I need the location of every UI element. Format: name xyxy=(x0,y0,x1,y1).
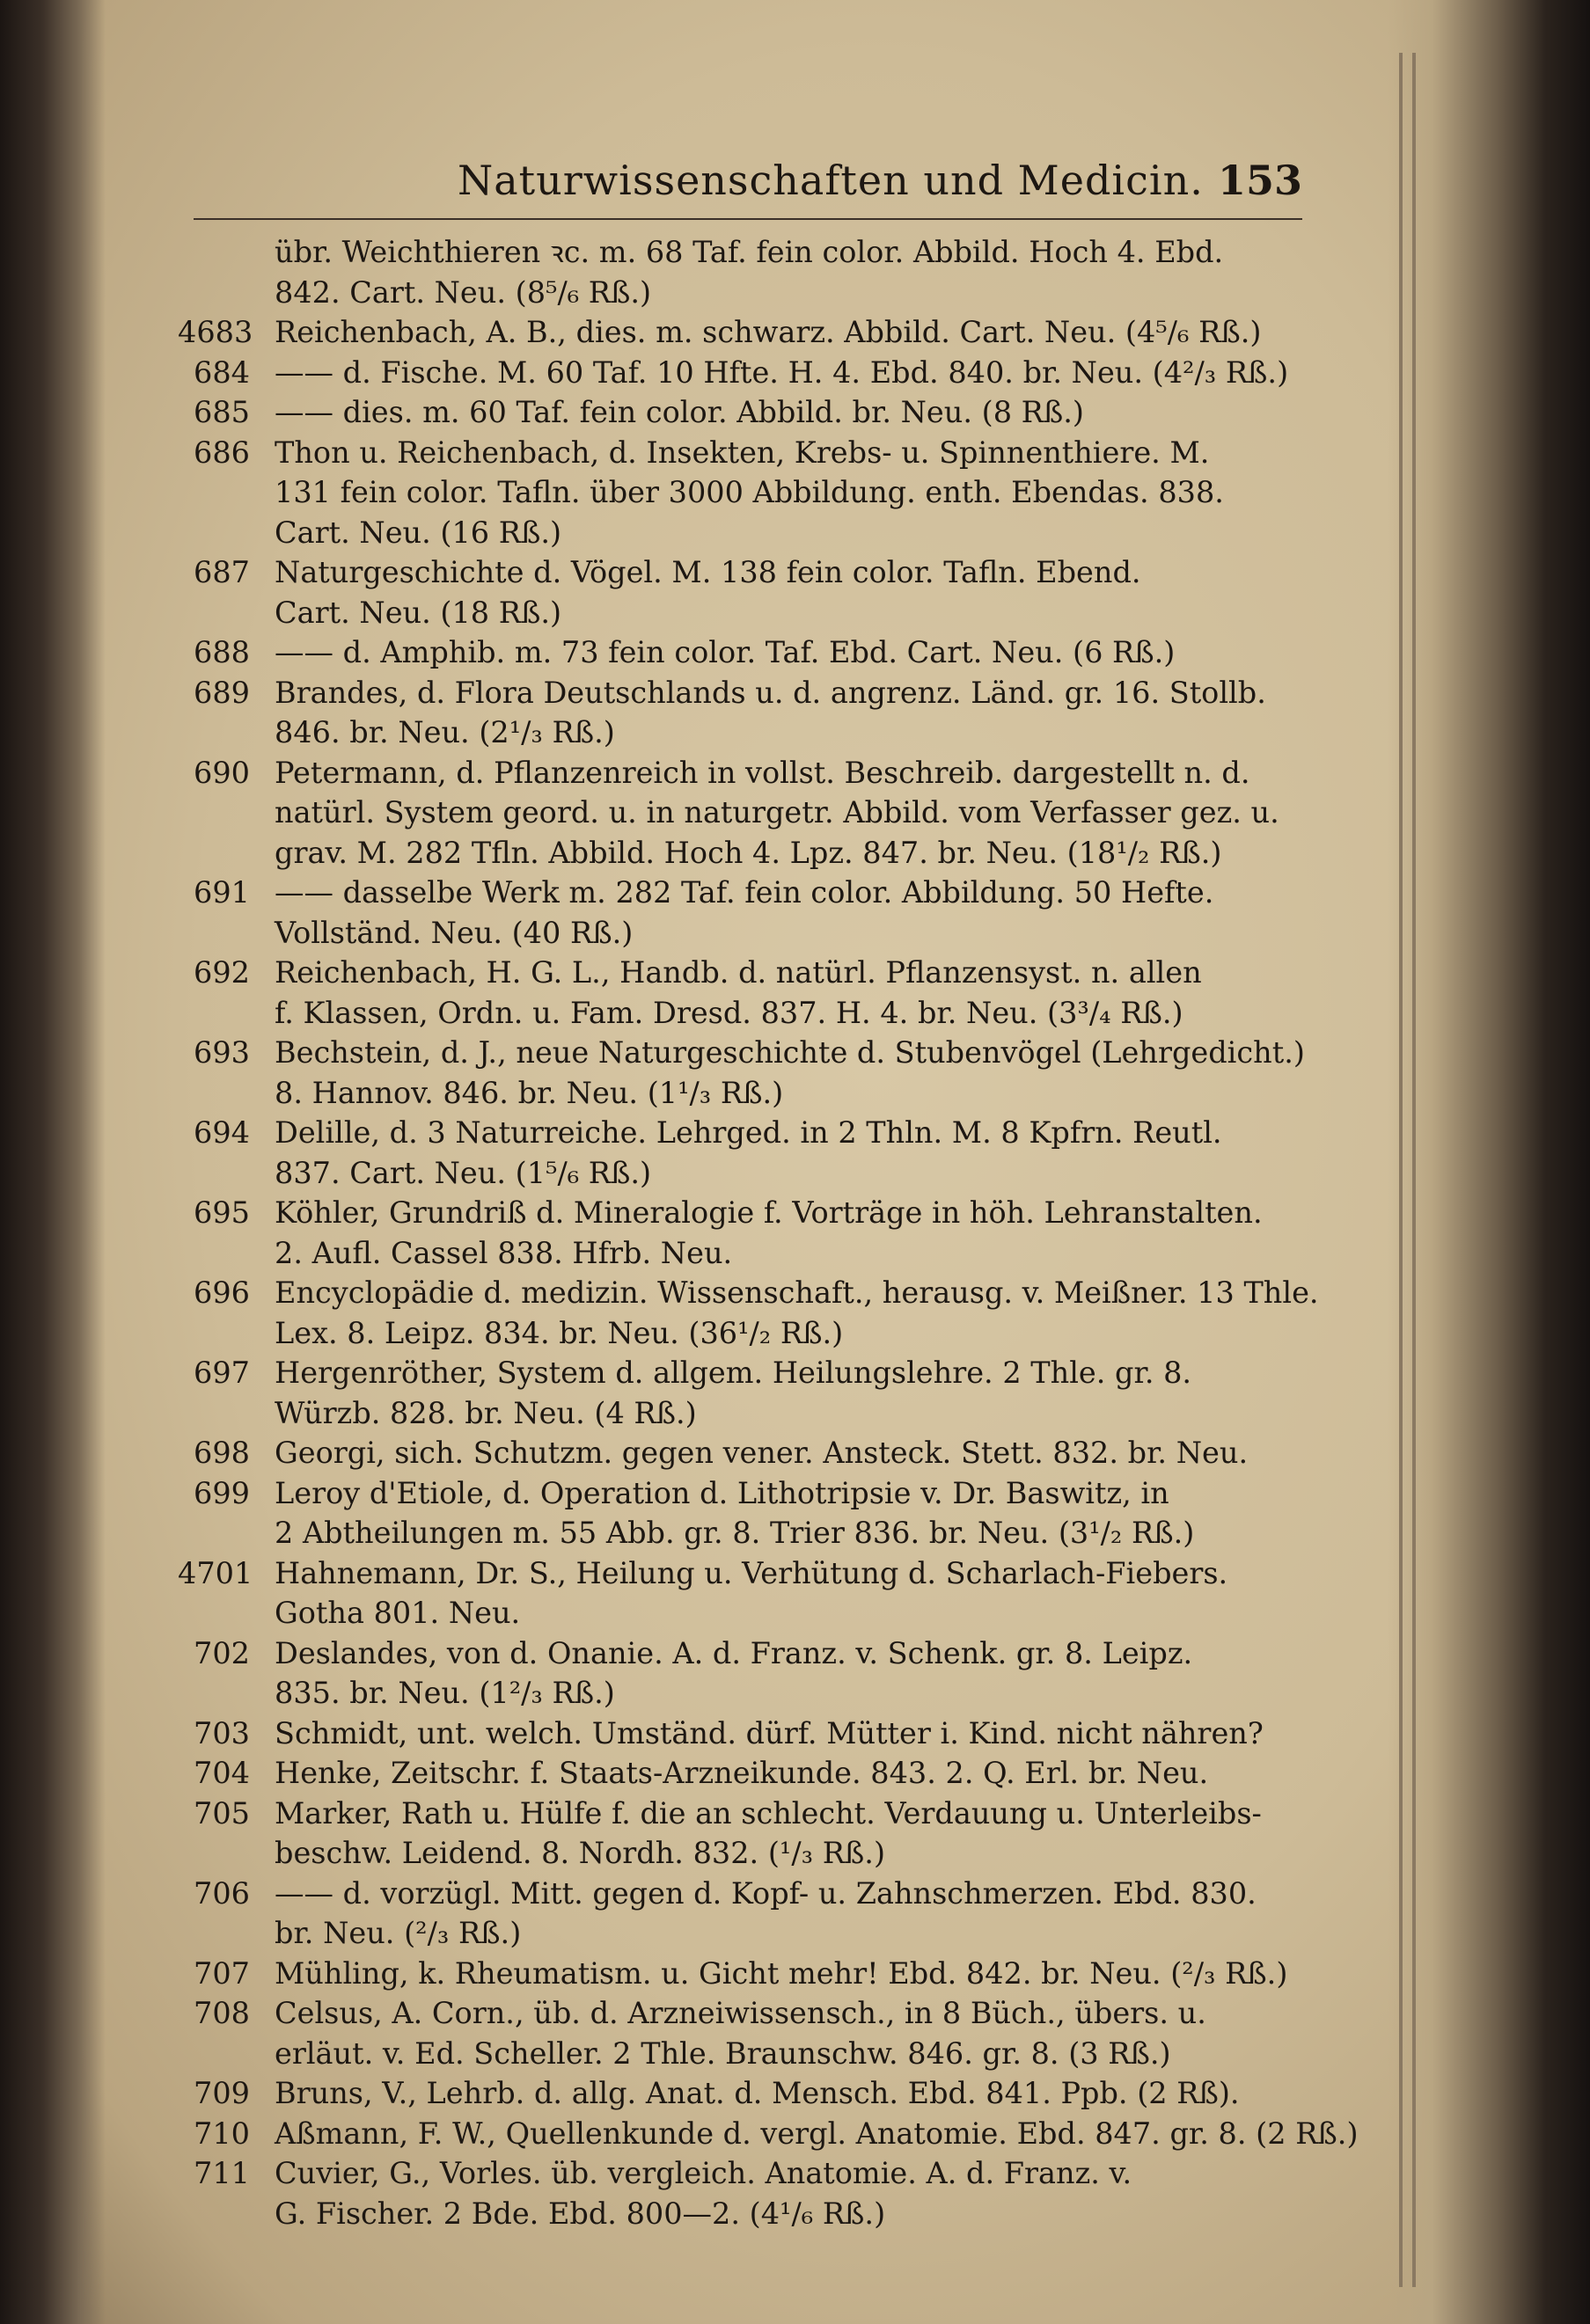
catalog-entry xyxy=(194,632,1302,673)
entry-text-line: 837. Cart. Neu. (1⁵/₆ Rß.) xyxy=(275,1155,652,1190)
entry-text-line: —— d. vorzügl. Mitt. gegen d. Kopf- u. Zahnschmerzen. Ebd. 830. xyxy=(275,1875,1257,1911)
catalog-entry xyxy=(194,433,1302,553)
entry-text-line: br. Neu. (²/₃ Rß.) xyxy=(275,1916,522,1950)
entry-text-line: Cuvier, G., Vorles. üb. vergleich. Anatomie. A. d. Franz. v. xyxy=(275,2156,1132,2190)
entry-text-line: Hergenröther, System d. allgem. Heilungslehre. 2 Thle. gr. 8. xyxy=(275,1356,1192,1390)
entry-text-line: Köhler, Grundriß d. Mineralogie f. Vorträge in höh. Lehranstalten. xyxy=(275,1195,1263,1230)
running-title: Naturwissenschaften und Medicin. xyxy=(458,157,1204,204)
entry-number: 698 xyxy=(194,1436,250,1470)
entry-text-line: Schmidt, unt. welch. Umständ. dürf. Mütter i. Kind. nicht nähren? xyxy=(275,1715,1264,1750)
catalog-entry xyxy=(178,312,1302,353)
entry-text-line: erläut. v. Ed. Scheller. 2 Thle. Braunschw. 846. gr. 8. (3 Rß.) xyxy=(275,2035,1171,2071)
catalog-entry xyxy=(194,392,1302,433)
entry-number: 685 xyxy=(194,395,250,429)
catalog-entry xyxy=(194,1113,1302,1193)
entry-text-line: G. Fischer. 2 Bde. Ebd. 800—2. (4¹/₆ Rß.) xyxy=(275,2196,886,2231)
page-header xyxy=(194,150,1302,220)
entry-text-line: Marker, Rath u. Hülfe f. die an schlecht. Verdauung u. Unterleibs- xyxy=(275,1795,1262,1831)
entry-text-line: Würzb. 828. br. Neu. (4 Rß.) xyxy=(275,1395,697,1430)
catalog-entry xyxy=(178,1553,1302,1633)
entry-text-line: Leroy d'Etiole, d. Operation d. Lithotripsie v. Dr. Baswitz, in xyxy=(275,1475,1169,1510)
catalog-entry xyxy=(194,1993,1302,2073)
page-edge-line xyxy=(1399,53,1403,2287)
entry-text-line: Encyclopädie d. medizin. Wissenschaft., herausg. v. Meißner. 13 Thle. xyxy=(275,1275,1319,1310)
entry-text-line: Reichenbach, H. G. L., Handb. d. natürl. Pflanzensyst. n. allen xyxy=(275,955,1202,990)
entry-number: 702 xyxy=(194,1635,250,1670)
entry-text-line: Vollständ. Neu. (40 Rß.) xyxy=(275,915,634,950)
catalog-entry xyxy=(194,1954,1302,1994)
catalog-entry xyxy=(194,552,1302,632)
entry-number: 4701 xyxy=(178,1555,253,1590)
entry-number: 707 xyxy=(194,1955,250,1991)
entry-number: 692 xyxy=(194,955,250,990)
entry-text-line: Celsus, A. Corn., üb. d. Arzneiwissensch., in 8 Büch., übers. u. xyxy=(275,1996,1206,2030)
entry-number: 691 xyxy=(194,875,250,910)
entry-number: 687 xyxy=(194,555,250,589)
entry-text-line: Georgi, sich. Schutzm. gegen vener. Ansteck. Stett. 832. br. Neu. xyxy=(275,1436,1249,1470)
entry-number: 697 xyxy=(194,1356,250,1390)
entry-number: 703 xyxy=(194,1715,250,1750)
entry-text-line: —— d. Amphib. m. 73 fein color. Taf. Ebd. Cart. Neu. (6 Rß.) xyxy=(275,635,1176,669)
catalog-entry xyxy=(194,873,1302,953)
entry-text-line: Bechstein, d. J., neue Naturgeschichte d. Stubenvögel (Lehrgedicht.) xyxy=(275,1035,1305,1070)
entry-text-line: Henke, Zeitschr. f. Staats-Arzneikunde. 843. 2. Q. Erl. br. Neu. xyxy=(275,1756,1209,1790)
entry-text-line: Mühling, k. Rheumatism. u. Gicht mehr! Ebd. 842. br. Neu. (²/₃ Rß.) xyxy=(275,1955,1288,1991)
page-edge-line xyxy=(1412,53,1416,2287)
catalog-entry xyxy=(194,1874,1302,1954)
catalog-entry xyxy=(194,2073,1302,2114)
entry-number: 4683 xyxy=(178,315,253,349)
catalog-entry xyxy=(194,953,1302,1033)
catalog-entries xyxy=(178,232,1359,2233)
page-number: 153 xyxy=(1217,157,1302,204)
catalog-entry xyxy=(194,1473,1302,1553)
entry-number: 704 xyxy=(194,1756,250,1790)
page-edge-stack xyxy=(1388,0,1590,2324)
entry-number: 706 xyxy=(194,1875,250,1911)
entry-number: 699 xyxy=(194,1475,250,1510)
entry-text-line: —— dasselbe Werk m. 282 Taf. fein color. Abbildung. 50 Hefte. xyxy=(275,875,1214,910)
entry-text-line: Reichenbach, A. B., dies. m. schwarz. Abbild. Cart. Neu. (4⁵/₆ Rß.) xyxy=(275,315,1262,349)
catalog-entry xyxy=(194,1714,1302,1754)
catalog-entry xyxy=(194,1433,1302,1473)
entry-text-line: grav. M. 282 Tfln. Abbild. Hoch 4. Lpz. 847. br. Neu. (18¹/₂ Rß.) xyxy=(275,835,1222,870)
entry-number: 688 xyxy=(194,635,250,669)
entry-text-line: 131 fein color. Tafln. über 3000 Abbildung. enth. Ebendas. 838. xyxy=(275,475,1224,509)
entry-text-line: —— d. Fische. M. 60 Taf. 10 Hfte. H. 4. Ebd. 840. br. Neu. (4²/₃ Rß.) xyxy=(275,354,1289,390)
book-binding-shadow xyxy=(0,0,106,2324)
entry-number: 689 xyxy=(194,675,250,710)
catalog-entry xyxy=(194,1794,1302,1874)
entry-text-line: natürl. System geord. u. in naturgetr. Abbild. vom Verfasser gez. u. xyxy=(275,795,1279,829)
entry-number: 684 xyxy=(194,354,250,390)
catalog-entry xyxy=(194,232,1302,312)
entry-number: 708 xyxy=(194,1996,250,2030)
entry-text-line: Naturgeschichte d. Vögel. M. 138 fein color. Tafln. Ebend. xyxy=(275,555,1141,589)
entry-text-line: Bruns, V., Lehrb. d. allg. Anat. d. Mensch. Ebd. 841. Ppb. (2 Rß). xyxy=(275,2076,1240,2110)
entry-text-line: Petermann, d. Pflanzenreich in vollst. Beschreib. dargestellt n. d. xyxy=(275,755,1250,790)
entry-number: 686 xyxy=(194,435,250,470)
catalog-entry xyxy=(194,673,1302,753)
entry-text-line: Lex. 8. Leipz. 834. br. Neu. (36¹/₂ Rß.) xyxy=(275,1315,844,1350)
entry-text-line: Hahnemann, Dr. S., Heilung u. Verhütung d. Scharlach-Fiebers. xyxy=(275,1555,1228,1590)
entry-text-line: 8. Hannov. 846. br. Neu. (1¹/₃ Rß.) xyxy=(275,1075,784,1110)
entry-number: 690 xyxy=(194,755,250,790)
entry-text-line: Cart. Neu. (16 Rß.) xyxy=(275,515,562,550)
entry-text-line: 842. Cart. Neu. (8⁵/₆ Rß.) xyxy=(275,274,652,310)
entry-text-line: Gotha 801. Neu. xyxy=(275,1596,521,1630)
entry-text-line: 846. br. Neu. (2¹/₃ Rß.) xyxy=(275,715,615,749)
catalog-entry xyxy=(194,1633,1302,1714)
catalog-entry xyxy=(194,2114,1359,2154)
entry-number: 710 xyxy=(194,2116,250,2151)
entry-number: 709 xyxy=(194,2076,250,2110)
catalog-entry xyxy=(194,1353,1302,1433)
catalog-entry xyxy=(194,1273,1319,1353)
catalog-entry xyxy=(194,1753,1302,1794)
catalog-page xyxy=(178,150,1359,2233)
catalog-entry xyxy=(194,2153,1302,2233)
entry-text-line: 2 Abtheilungen m. 55 Abb. gr. 8. Trier 836. br. Neu. (3¹/₂ Rß.) xyxy=(275,1516,1195,1550)
entry-text-line: Deslandes, von d. Onanie. A. d. Franz. v. Schenk. gr. 8. Leipz. xyxy=(275,1635,1193,1670)
catalog-entry xyxy=(194,753,1302,873)
entry-text-line: 835. br. Neu. (1²/₃ Rß.) xyxy=(275,1676,615,1710)
entry-text-line: Brandes, d. Flora Deutschlands u. d. angrenz. Länd. gr. 16. Stollb. xyxy=(275,675,1266,710)
entry-text-line: Delille, d. 3 Naturreiche. Lehrged. in 2 Thln. M. 8 Kpfrn. Reutl. xyxy=(275,1115,1222,1150)
catalog-entry xyxy=(194,1193,1302,1273)
entry-text-line: Thon u. Reichenbach, d. Insekten, Krebs- u. Spinnenthiere. M. xyxy=(275,435,1210,470)
entry-text-line: —— dies. m. 60 Taf. fein color. Abbild. br. Neu. (8 Rß.) xyxy=(275,395,1084,429)
entry-text-line: Cart. Neu. (18 Rß.) xyxy=(275,595,562,630)
entry-number: 705 xyxy=(194,1795,250,1831)
entry-text-line: f. Klassen, Ordn. u. Fam. Dresd. 837. H. 4. br. Neu. (3³/₄ Rß.) xyxy=(275,995,1183,1030)
catalog-entry xyxy=(194,353,1302,393)
catalog-entry xyxy=(194,1033,1305,1113)
entry-number: 695 xyxy=(194,1195,250,1230)
entry-number: 711 xyxy=(194,2156,250,2190)
entry-text-line: Aßmann, F. W., Quellenkunde d. vergl. Anatomie. Ebd. 847. gr. 8. (2 Rß.) xyxy=(275,2116,1359,2151)
entry-number: 694 xyxy=(194,1115,250,1150)
entry-number: 693 xyxy=(194,1035,250,1070)
entry-text-line: 2. Aufl. Cassel 838. Hfrb. Neu. xyxy=(275,1235,733,1270)
entry-text-line: übr. Weichthieren ꝛc. m. 68 Taf. fein color. Abbild. Hoch 4. Ebd. xyxy=(275,235,1224,269)
entry-text-line: beschw. Leidend. 8. Nordh. 832. (¹/₃ Rß.) xyxy=(275,1836,886,1870)
entry-number: 696 xyxy=(194,1275,250,1310)
